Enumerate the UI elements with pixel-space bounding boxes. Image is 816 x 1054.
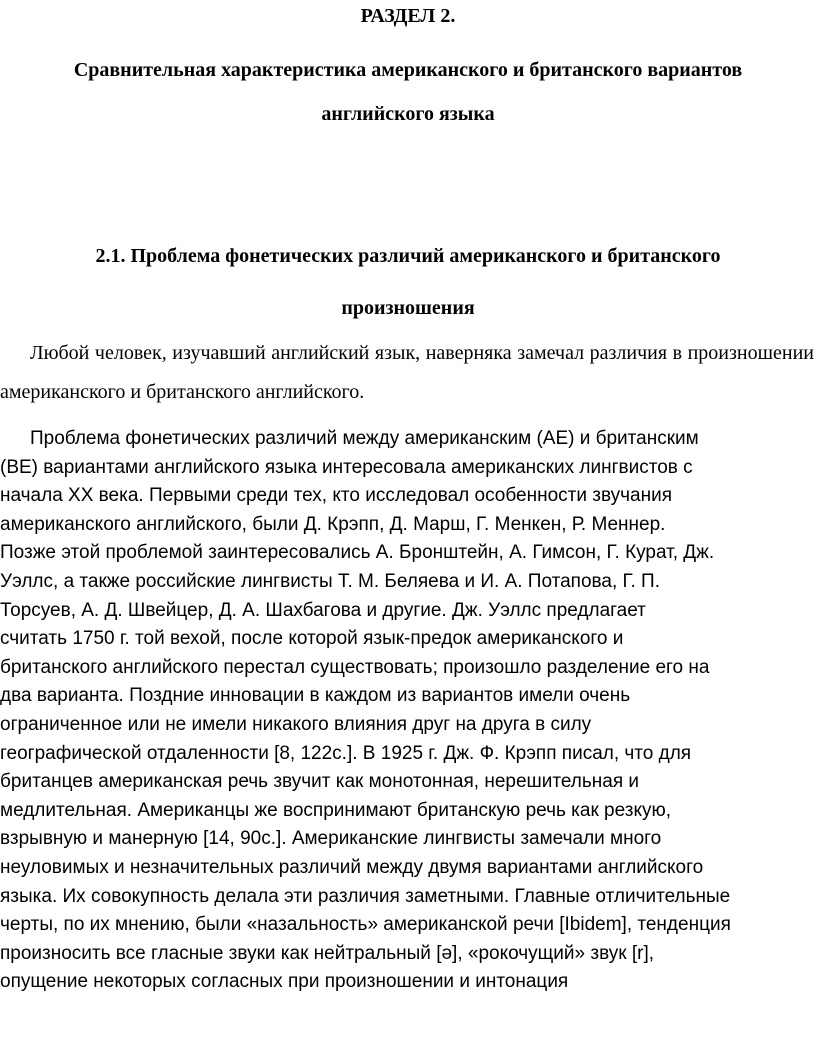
body-paragraph-line: Проблема фонетических различий между американским (AE) и британским [30,428,699,449]
body-paragraph-line: Уэллс, а также российские лингвисты Т. М. Беляева и И. А. Потапова, Г. П. [0,570,660,592]
body-paragraph-line: начала XX века. Первыми среди тех, кто исследовал особенности звучания [0,485,673,507]
body-paragraph-line: географической отдаленности [8, 122с.]. В 1925 г. Дж. Ф. Крэпп писал, что для [0,742,692,764]
subsection-title-line-2: произношения [341,297,475,319]
body-paragraph-line: британского английского перестал существовать; произошло разделение его на [0,656,710,678]
body-paragraph-line: Позже этой проблемой заинтересовались А. Бронштейн, А. Гимсон, Г. Курат, Дж. [0,542,715,564]
body-paragraph-line: произносить все гласные звуки как нейтральный [ә], «рокочущий» звук [r], [0,942,655,964]
body-paragraph-line: взрывную и манерную [14, 90с.]. Американские лингвисты замечали много [0,828,662,850]
body-paragraph-line: американского английского, были Д. Крэпп, Д. Марш, Г. Менкен, Р. Меннер. [0,513,666,535]
section-title-line-2: английского языка [321,103,495,125]
section-title-line-1: Сравнительная характеристика американского и британского вариантов [73,59,743,81]
section-label: РАЗДЕЛ 2. [360,5,456,27]
intro-paragraph: Любой человек, изучавший английский язык, наверняка замечал различия в произношении американского и британского английского. [0,342,814,403]
body-paragraph-line: британцев американская речь звучит как монотонная, нерешительная и [0,771,640,793]
body-paragraph-line: Торсуев, А. Д. Швейцер, Д. А. Шахбагова и другие. Дж. Уэллс предлагает [0,599,646,621]
body-paragraph-line: медлительная. Американцы же воспринимают британскую речь как резкую, [0,799,672,821]
body-paragraph-line: неуловимых и незначительных различий между двумя вариантами английского [0,856,704,878]
body-paragraph-line: ограниченное или не имели никакого влияния друг на друга в силу [0,713,592,735]
body-paragraph-line: (BE) вариантами английского языка интересовала американских лингвистов с [0,456,693,478]
subsection-title-line-1: 2.1. Проблема фонетических различий американского и британского [95,245,721,267]
body-paragraph-line: считать 1750 г. той вехой, после которой язык-предок американского и [0,628,624,650]
body-paragraph [0,425,814,997]
body-paragraph-line: опущение некоторых согласных при произношении и интонация [0,971,569,993]
body-paragraph-line: черты, по их мнению, были «назальность» американской речи [Ibidem], тенденция [0,914,731,936]
section-title [0,48,816,136]
body-paragraph-line: языка. Их совокупность делала эти различия заметными. Главные отличительные [0,885,731,907]
subsection-title [0,230,816,334]
body-paragraph-line: два варианта. Поздние инновации в каждом из вариантов имели очень [0,685,631,707]
